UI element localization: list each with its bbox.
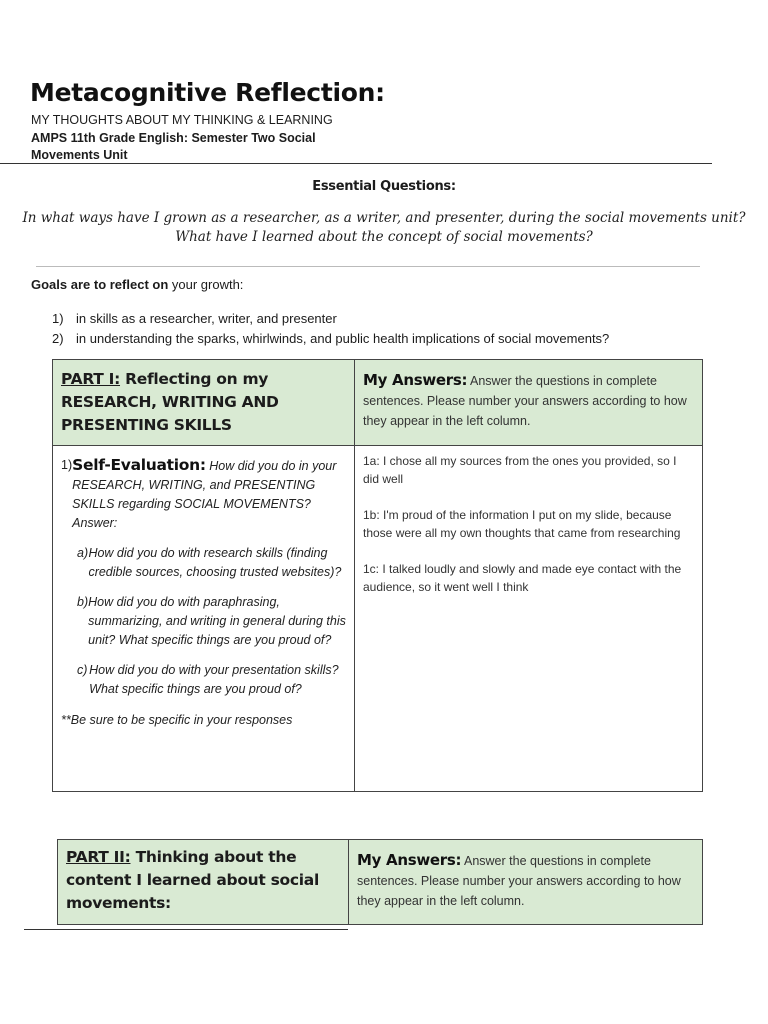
self-evaluation-label: Self-Evaluation: (72, 456, 206, 474)
essential-question-1: In what ways have I grown as a researcher, as a writer, and presenter, during the social movements unit? (22, 210, 746, 226)
table-row (53, 446, 703, 792)
part2-table (57, 839, 703, 925)
part1-label: PART I: (61, 370, 121, 388)
goals-list (52, 309, 609, 349)
answers-instruction: Answer the questions in complete sentences. Please number your answers according to how they appear in the left column. (357, 854, 681, 908)
table-row (58, 840, 703, 925)
answers-label: My Answers: (357, 851, 462, 869)
goals-lead: Goals are to reflect on (31, 277, 169, 292)
subquestion-c: c) How did you do with your presentation skills? What specific things are you proud of? (77, 663, 339, 696)
header-divider (0, 163, 712, 164)
page-title: Metacognitive Reflection: (30, 78, 385, 107)
list-item: 1) in skills as a researcher, writer, and presenter (52, 311, 337, 326)
part1-answers[interactable] (355, 446, 703, 792)
answers-label: My Answers: (363, 371, 468, 389)
page-subtitle: MY THOUGHTS ABOUT MY THINKING & LEARNING (31, 113, 333, 127)
part1-table (52, 359, 703, 792)
question-1: 1) Self-Evaluation: How did you do in your RESEARCH, WRITING, and PRESENTING SKILLS regarding SOCIAL MOVEMENTS? Answer: (61, 456, 337, 530)
part1-heading-text: Reflecting on my RESEARCH, WRITING AND PRESENTING SKILLS (61, 370, 279, 434)
part2-answers-header (349, 840, 703, 925)
part1-heading (53, 360, 355, 446)
essential-questions (20, 209, 748, 247)
footer-divider (24, 929, 348, 930)
answers-instruction: Answer the questions in complete sentences. Please number your answers according to how they appear in the left column. (363, 374, 687, 428)
part2-heading-text: Thinking about the content I learned about social movements: (66, 848, 319, 912)
answer-1b: 1b: I'm proud of the information I put on my slide, because those were all my own thoughts that came from researching (363, 508, 681, 540)
essential-questions-title: Essential Questions: (312, 179, 456, 194)
list-item: 2) in understanding the sparks, whirlwinds, and public health implications of social movements? (52, 331, 610, 346)
section-divider (36, 266, 700, 267)
subquestion-a: a) How did you do with research skills (finding credible sources, choosing trusted websites)? (77, 546, 342, 579)
question-1-text: How did you do in your RESEARCH, WRITING, and PRESENTING SKILLS regarding SOCIAL MOVEMENTS? Answer: (72, 459, 337, 530)
part2-heading (58, 840, 349, 925)
answer-1a: 1a: I chose all my sources from the ones you provided, so I did well (363, 454, 677, 486)
answer-1c: 1c: I talked loudly and slowly and made eye contact with the audience, so it went well I think (363, 562, 682, 594)
subquestion-b: b) How did you do with paraphrasing, summarizing, and writing in general during this unit? What specific things are you proud of? (77, 595, 346, 647)
essential-question-2: What have I learned about the concept of social movements? (175, 229, 593, 245)
part1-answers-header (355, 360, 703, 446)
part1-questions (53, 446, 355, 792)
course-name: AMPS 11th Grade English: Semester Two Social Movements Unit (31, 131, 316, 162)
goals-intro (31, 277, 243, 292)
part2-label: PART II: (66, 848, 131, 866)
table-row (53, 360, 703, 446)
goals-lead-rest: your growth: (168, 277, 244, 292)
specific-note: **Be sure to be specific in your responses (61, 713, 293, 727)
